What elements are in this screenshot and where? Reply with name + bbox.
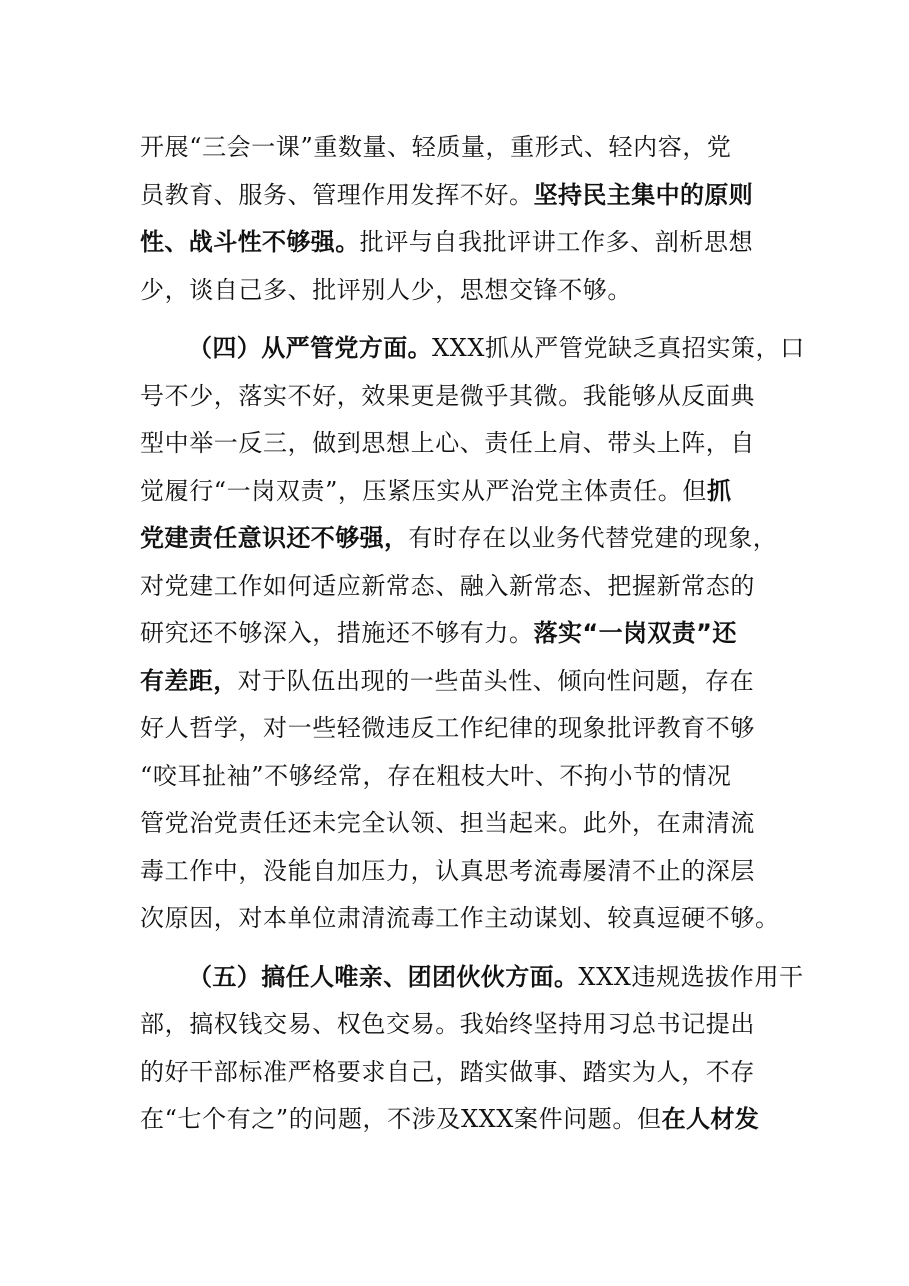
text-line (140, 124, 780, 172)
body-text: 的好干部标准严格要求自己，踏实做事、踏实为人，不存 (140, 1057, 755, 1086)
body-text: 好人哲学，对一些轻微违反工作纪律的现象批评教育不够 (140, 714, 755, 742)
paragraph-cronyism (140, 954, 804, 1144)
body-text: 有时存在以业务代替党建的现象， (408, 524, 778, 552)
bold-emphasis: 性、战斗性不够强。 (140, 228, 360, 256)
text-line (140, 267, 780, 315)
paragraph-strict-governance (140, 325, 805, 943)
text-line (140, 705, 780, 753)
text-line (140, 420, 780, 468)
body-text: 对于队伍出现的一些苗头性、倾向性问题，存在 (237, 666, 755, 695)
bold-emphasis: 在人材发 (661, 1105, 760, 1133)
body-text: XXX违规选拔作用干 (578, 962, 804, 991)
body-text: 员教育、服务、管理作用发挥不好。 (140, 180, 534, 209)
text-line (140, 800, 780, 848)
body-text: 次原因，对本单位肃清流毒工作主动谋划、较真逗硬不够。 (140, 904, 780, 932)
body-text: 型中举一反三，做到思想上心、责任上肩、带头上阵，自 (140, 429, 755, 457)
body-text: 少，谈自己多、批评别人少，思想交锋不够。 (140, 275, 632, 304)
body-text: 在“七个有之”的问题，不涉及XXX案件问题。但 (140, 1105, 662, 1133)
text-line (140, 895, 780, 943)
body-text: 部，搞权钱交易、权色交易。我始终坚持用习总书记提出 (140, 1010, 755, 1038)
text-line (140, 563, 780, 611)
section-heading: （五）搞任人唯亲、团团伙伙方面。 (188, 962, 579, 991)
body-text: 毒工作中，没能自加压力，认真思考流毒屡清不止的深层 (140, 856, 755, 885)
document-body (140, 124, 805, 1144)
text-line (140, 325, 805, 373)
bold-emphasis: 落实“一岗双责”还 (533, 619, 737, 647)
body-text: 对党建工作如何适应新常态、融入新常态、把握新常态的 (140, 571, 755, 600)
text-line (140, 172, 780, 220)
body-text: “咬耳扯袖”不够经常，存在粗枝大叶、不拘小节的情况 (140, 761, 732, 790)
text-line (140, 658, 780, 706)
bold-emphasis: 有差距， (140, 666, 238, 695)
text-line (140, 1049, 780, 1097)
body-text: 研究还不够深入，措施还不够有力。 (140, 619, 534, 647)
body-text: 开展“三会一课”重数量、轻质量，重形式、轻内容，党 (140, 133, 732, 161)
text-line (140, 515, 780, 563)
text-line (140, 610, 780, 658)
text-line (140, 219, 780, 267)
body-text: XXX抓从严管党缺乏真招实策，口 (432, 334, 805, 362)
text-line (140, 753, 780, 801)
section-heading: （四）从严管党方面。 (188, 334, 432, 362)
text-line (140, 1096, 780, 1144)
bold-emphasis: 坚持民主集中的原则 (533, 180, 754, 209)
body-text: 觉履行“一岗双责”，压紧压实从严治党主体责任。但 (140, 476, 707, 505)
text-line (140, 1001, 780, 1049)
paragraph-party-life (140, 124, 780, 314)
body-text: 管党治党责任还未完全认领、担当起来。此外，在肃清流 (140, 809, 755, 837)
text-line (140, 468, 780, 516)
body-text: 批评与自我批评讲工作多、剖析思想 (359, 228, 754, 256)
bold-emphasis: 党建责任意识还不够强， (140, 524, 409, 552)
text-line (140, 848, 780, 896)
text-line (140, 373, 780, 421)
body-text: 号不少，落实不好，效果更是微乎其微。我能够从反面典 (140, 381, 755, 410)
bold-emphasis: 抓 (706, 476, 732, 505)
text-line (140, 954, 804, 1002)
